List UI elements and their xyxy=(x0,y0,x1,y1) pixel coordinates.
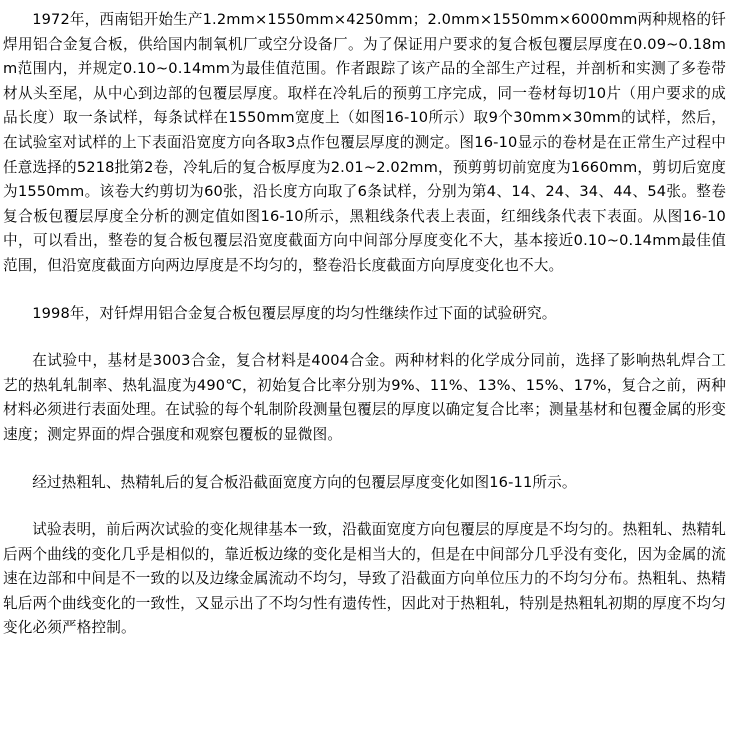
paragraph-1998-study: 1998年，对钎焊用铝合金复合板包覆层厚度的均匀性继续作过下面的试验研究。 xyxy=(32,304,557,322)
paragraph-spacer xyxy=(3,448,726,471)
paragraph-figure-reference: 经过热粗轧、热精轧后的复合板沿截面宽度方向的包覆层厚度变化如图16-11所示。 xyxy=(32,473,577,491)
paragraph-conclusion: 试验表明，前后两次试验的变化规律基本一致，沿截面宽度方向包覆层的厚度是不均匀的。热粗轧、热精轧后两个曲线的变化几乎是相似的，靠近板边缘的变化是相当大的，但是在中间部分几乎没有变化，因为金属的流速在边部和中间是不一致的以及边缘金属流动不均匀，导致了沿截面方向单位压力的不均匀分布。热粗轧、热精轧后两个曲线变化的一致性，又显示出了不均匀性有遗传性，因此对于热粗轧，特别是热粗轧初期的厚度不均匀变化必须严格控制。 xyxy=(3,521,726,637)
paragraph-1972-production: 1972年，西南铝开始生产1.2mm×1550mm×4250mm；2.0mm×1550mm×6000mm两种规格的钎焊用铝合金复合板，供给国内制氧机厂或空分设备厂。为了保证用户要求的复合板包覆层厚度在0.09~0.18mm范围内，并规定0.10~0.14mm为最佳值范围。作者跟踪了该产品的全部生产过程，并剖析和实测了多卷带材从头至尾，从中心到边部的包覆层厚度。取样在冷轧后的预剪工序完成，同一卷材每切10片（用户要求的成品长度）取一条试样，每条试样在1550mm宽度上（如图16-10所示）取9个30mm×30mm的试样，然后，在试验室对试样的上下表面沿宽度方向各取3点作包覆层厚度的测定。图16-10显示的卷材是在正常生产过程中任意选择的5218批第2卷，冷轧后的复合板厚度为2.01~2.02mm，预剪剪切前宽度为1660mm，剪切后宽度为1550mm。该卷大约剪切为60张，沿长度方向取了6条试样，分别为第4、14、24、34、44、54张。整卷复合板包覆层厚度全分析的测定值如图16-10所示，黑粗线条代表上表面，红细线条代表下表面。从图16-10中，可以看出，整卷的复合板包覆层沿宽度截面方向中间部分厚度变化不大，基本接近0.10~0.14mm最佳值范围，但沿宽度截面方向两边厚度是不均匀的，整卷沿长度截面方向厚度变化也不大。 xyxy=(3,11,727,274)
paragraph-spacer xyxy=(3,279,726,302)
paragraph-test-materials: 在试验中，基材是3003合金，复合材料是4004合金。两种材料的化学成分同前，选择了影响热轧焊合工艺的热轧轧制率、热轧温度为490℃，初始复合比率分别为9%、11%、13%、15%、17%，复合之前，两种材料必须进行表面处理。在试验的每个轧制阶段测量包覆层的厚度以确定复合比率；测量基材和包覆金属的形变速度；测定界面的焊合强度和观察包覆板的显微图。 xyxy=(3,352,726,443)
paragraph-spacer xyxy=(3,326,726,349)
paragraph-spacer xyxy=(3,495,726,518)
